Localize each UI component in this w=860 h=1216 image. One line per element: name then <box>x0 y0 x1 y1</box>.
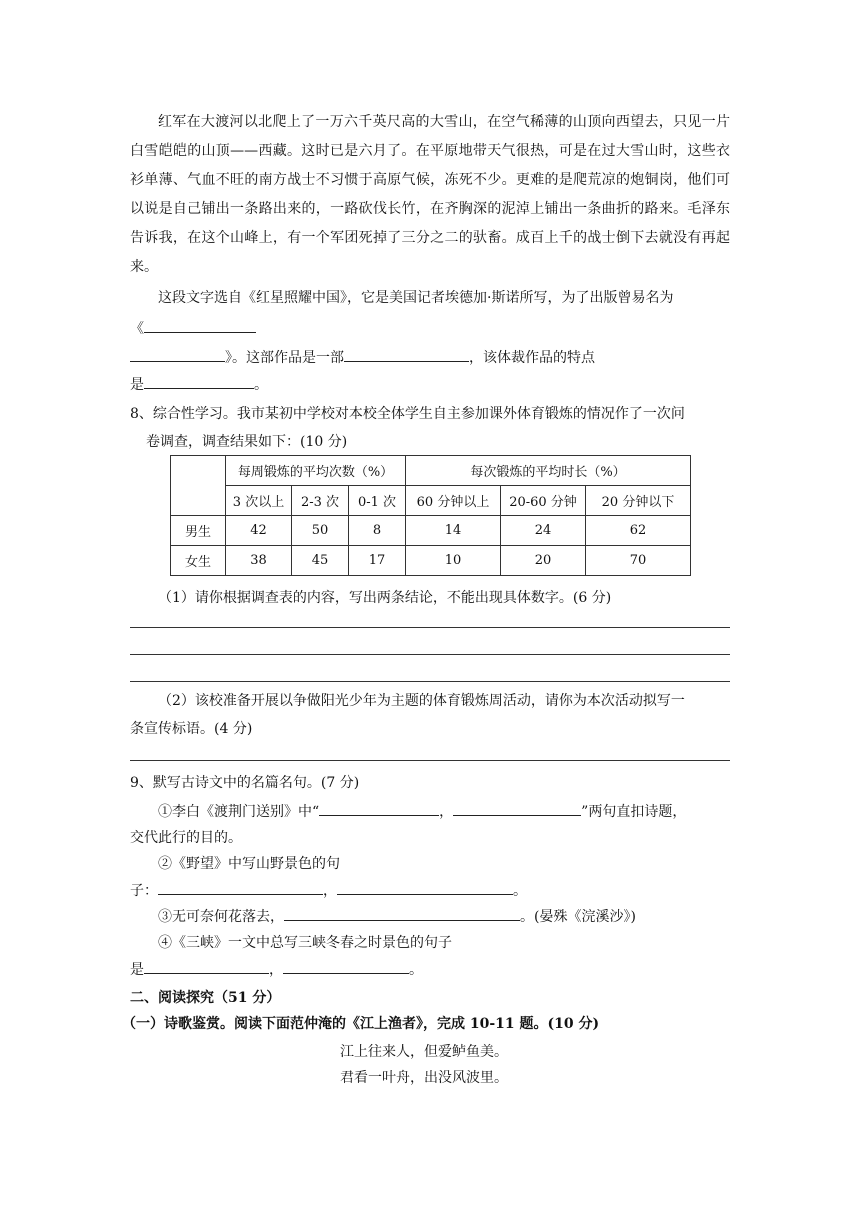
section2-subtitle: （一）诗歌鉴赏。阅读下面范仲淹的《江上渔者》，完成 10-11 题。(10 分) <box>122 1016 600 1032</box>
comma: ， <box>439 804 454 820</box>
table-cell: 14 <box>406 516 501 546</box>
comma: ， <box>323 883 337 899</box>
answer-line[interactable] <box>130 627 730 628</box>
comma: ， <box>269 962 283 978</box>
q9-blank-1a[interactable] <box>319 800 439 816</box>
q9-blank-2a[interactable] <box>158 879 323 895</box>
section2-title: 二、阅读探究（51 分） <box>130 990 281 1006</box>
q9-item4-shi: 是 <box>130 962 144 978</box>
q7-line3 <box>130 346 730 367</box>
q9-blank-4b[interactable] <box>283 958 409 974</box>
table-cell: 8 <box>349 516 406 546</box>
q9-item3-suffix: 。(晏殊《浣溪沙》) <box>520 909 636 925</box>
q9-item3-prefix: ③无可奈何花落去， <box>158 909 284 925</box>
table-subheader: 0-1 次 <box>349 486 406 516</box>
q8-sub1: （1）请你根据调查表的内容，写出两条结论，不能出现具体数字。(6 分) <box>158 590 612 606</box>
q9-item2-line2 <box>130 879 730 900</box>
q7-close-text: 》。这部作品是一部 <box>225 350 344 366</box>
period: 。 <box>409 962 423 978</box>
answer-line[interactable] <box>130 681 730 682</box>
survey-table <box>170 455 691 576</box>
q8-sub2-line2: 条宣传标语。(4 分) <box>130 721 253 737</box>
row-label-girls: 女生 <box>171 546 226 576</box>
q9-item1-suffix: ”两句直扣诗题， <box>581 804 687 820</box>
table-cell: 62 <box>586 516 691 546</box>
table-cell: 24 <box>501 516 586 546</box>
q7-open-bracket: 《 <box>130 321 144 337</box>
q7-line4 <box>130 373 730 394</box>
table-group-header-frequency: 每周锻炼的平均次数（%） <box>226 456 406 486</box>
table-cell: 70 <box>586 546 691 576</box>
table-subheader: 20-60 分钟 <box>501 486 586 516</box>
poem-line-1: 江上往来人，但爱鲈鱼美。 <box>340 1044 508 1060</box>
q7-shi: 是 <box>130 377 144 393</box>
q7-end: 。 <box>254 377 268 393</box>
table-corner-cell <box>171 456 226 516</box>
q9-item2: ②《野望》中写山野景色的句 <box>158 856 340 872</box>
table-cell: 45 <box>292 546 349 576</box>
q9-item4-line2 <box>130 958 730 979</box>
q7-line1: 这段文字选自《红星照耀中国》，它是美国记者埃德加·斯诺所写，为了出版曾易名为 <box>158 290 674 306</box>
q8-title2: 卷调查，调查结果如下：(10 分) <box>146 434 348 450</box>
slogan-answer-line[interactable] <box>130 760 730 761</box>
q7-blank-features[interactable] <box>144 373 254 389</box>
q9-item2-zi: 子： <box>130 883 158 899</box>
table-group-header-duration: 每次锻炼的平均时长（%） <box>406 456 691 486</box>
table-cell: 50 <box>292 516 349 546</box>
answer-line[interactable] <box>130 654 730 655</box>
q9-blank-3[interactable] <box>284 905 520 921</box>
q7-blank-genre[interactable] <box>344 346 469 362</box>
table-subheader: 20 分钟以下 <box>586 486 691 516</box>
q8-title: 8、综合性学习。我市某初中学校对本校全体学生自主参加课外体育锻炼的情况作了一次问 <box>130 406 685 422</box>
table-cell: 42 <box>226 516 292 546</box>
q7-blank-former-title[interactable] <box>144 317 256 333</box>
table-cell: 10 <box>406 546 501 576</box>
q9-blank-4a[interactable] <box>144 958 269 974</box>
q7-blank-former-title-cont[interactable] <box>130 346 225 362</box>
q9-title: 9、默写古诗文中的名篇名句。(7 分) <box>130 775 360 791</box>
period: 。 <box>513 883 527 899</box>
table-subheader: 60 分钟以上 <box>406 486 501 516</box>
table-row <box>171 516 691 546</box>
q9-item3 <box>130 905 758 926</box>
table-subheader: 3 次以上 <box>226 486 292 516</box>
table-row <box>171 546 691 576</box>
q9-blank-2b[interactable] <box>337 879 513 895</box>
reading-passage: 红军在大渡河以北爬上了一万六千英尺高的大雪山，在空气稀薄的山顶向西望去，只见一片白雪皑皑的山顶——西藏。这时已是六月了。在平原地带天气很热，可是在过大雪山时，这些衣衫单薄、气血不旺的南方战士不习惯于高原气候，冻死不少。更难的是爬荒凉的炮铜岗，他们可以说是自己铺出一条路出来的，一路砍伐长竹，在齐胸深的泥淖上铺出一条曲折的路来。毛泽东告诉我，在这个山峰上，有一个军团死掉了三分之二的驮畜。成百上千的战士倒下去就没有再起来。 <box>130 114 730 275</box>
table-cell: 17 <box>349 546 406 576</box>
q7-mid-text: ，该体裁作品的特点 <box>469 350 595 366</box>
q9-item4: ④《三峡》一文中总写三峡冬春之时景色的句子 <box>158 935 452 951</box>
poem-line-2: 君看一叶舟，出没风波里。 <box>340 1070 508 1086</box>
table-cell: 20 <box>501 546 586 576</box>
row-label-boys: 男生 <box>171 516 226 546</box>
q7-line2 <box>130 317 730 338</box>
q9-item1 <box>130 800 758 821</box>
q8-sub2: （2）该校准备开展以争做阳光少年为主题的体育锻炼周活动，请你为本次活动拟写一 <box>158 693 685 709</box>
q9-blank-1b[interactable] <box>453 800 581 816</box>
table-cell: 38 <box>226 546 292 576</box>
q9-item1-line2: 交代此行的目的。 <box>130 830 242 846</box>
table-subheader: 2-3 次 <box>292 486 349 516</box>
q9-item1-prefix: ①李白《渡荆门送别》中“ <box>158 804 320 820</box>
